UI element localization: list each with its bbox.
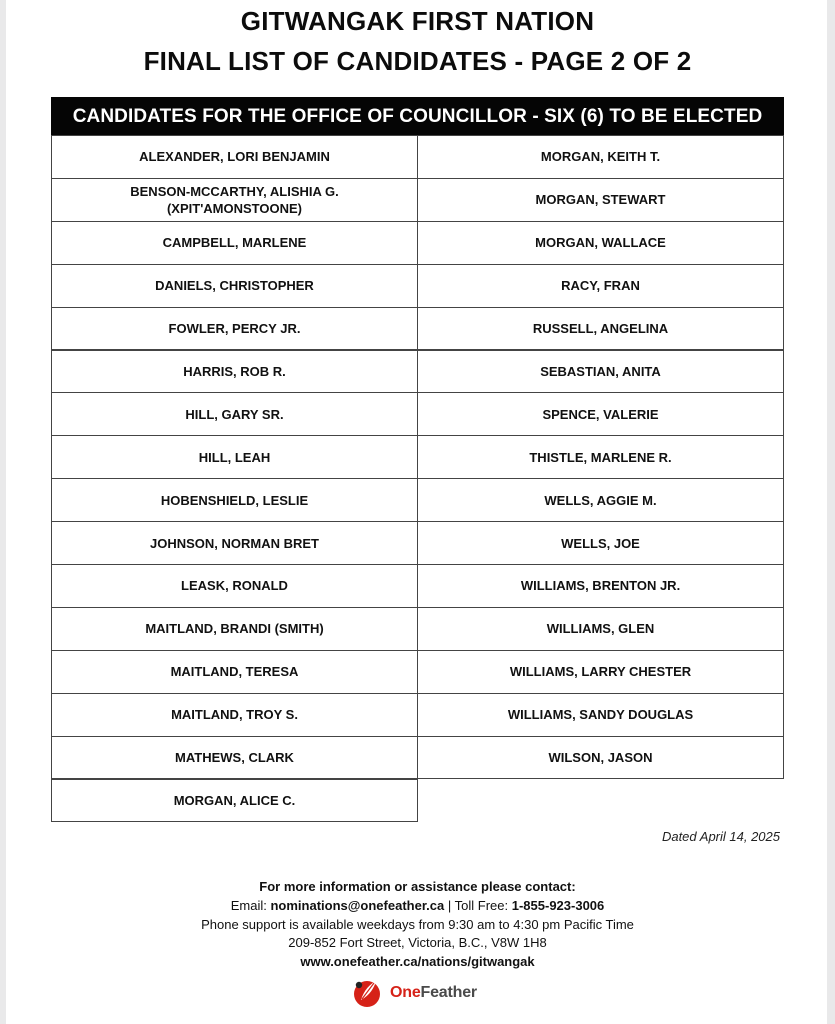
candidate-cell-left: HILL, LEAH [51,435,418,479]
candidate-cell-left: HOBENSHIELD, LESLIE [51,478,418,522]
candidate-cell-left: BENSON-MCCARTHY, ALISHIA G. (XPIT'AMONSTOONE) [51,178,418,222]
candidate-cell-left: HARRIS, ROB R. [51,350,418,394]
candidate-cell-left: FOWLER, PERCY JR. [51,307,418,351]
address-text: 209-852 Fort Street, Victoria, B.C., V8W 1H8 [288,935,547,950]
contact-email-line [0,898,835,913]
candidate-cell-right: SPENCE, VALERIE [417,392,784,436]
phone-support-text: Phone support is available weekdays from 9:30 am to 4:30 pm Pacific Time [201,917,634,932]
candidate-cell-left: HILL, GARY SR. [51,392,418,436]
email-label: Email: [230,898,267,913]
candidate-cell-left: CAMPBELL, MARLENE [51,221,418,265]
logo-text-feather: Feather [420,984,477,1001]
onefeather-logo [352,975,477,1011]
candidate-cell-right: SEBASTIAN, ANITA [417,350,784,394]
candidate-cell-right: RUSSELL, ANGELINA [417,307,784,351]
logo-text-one: One [390,984,421,1001]
candidate-cell-right: WILLIAMS, GLEN [417,607,784,651]
candidate-cell-left: MAITLAND, BRANDI (SMITH) [51,607,418,651]
candidate-cell-left: ALEXANDER, LORI BENJAMIN [51,135,418,179]
candidate-cell-right: MORGAN, STEWART [417,178,784,222]
candidate-cell-left: MATHEWS, CLARK [51,736,418,780]
page-subtitle: FINAL LIST OF CANDIDATES - PAGE 2 OF 2 [143,46,692,76]
candidate-cell-right: WILLIAMS, SANDY DOUGLAS [417,693,784,737]
candidate-cell-right: WILSON, JASON [417,736,784,780]
candidate-cell-left: LEASK, RONALD [51,564,418,608]
tollfree-number[interactable]: 1-855-923-3006 [511,898,605,913]
contact-heading: For more information or assistance please contact: [259,879,576,894]
candidate-cell-right: WELLS, AGGIE M. [417,478,784,522]
candidate-cell-left: DANIELS, CHRISTOPHER [51,264,418,308]
candidate-cell-left: JOHNSON, NORMAN BRET [51,521,418,565]
candidates-grid [51,135,784,821]
candidate-cell-right: RACY, FRAN [417,264,784,308]
dated-text: Dated April 14, 2025 [661,829,780,844]
tollfree-label: Toll Free: [454,898,509,913]
candidate-cell-right: WILLIAMS, BRENTON JR. [417,564,784,608]
page-title: GITWANGAK FIRST NATION [240,6,595,36]
candidate-cell-left: MORGAN, ALICE C. [51,779,418,823]
candidates-table [51,97,784,821]
table-header: CANDIDATES FOR THE OFFICE OF COUNCILLOR - SIX (6) TO BE ELECTED [51,97,784,135]
candidate-cell-right: MORGAN, KEITH T. [417,135,784,179]
separator: | [447,898,452,913]
logo-text [390,984,477,1002]
candidate-cell-right: MORGAN, WALLACE [417,221,784,265]
email-link[interactable]: nominations@onefeather.ca [270,898,445,913]
candidate-cell-right: WILLIAMS, LARRY CHESTER [417,650,784,694]
website-link[interactable]: www.onefeather.ca/nations/gitwangak [300,954,535,969]
candidate-cell-left: MAITLAND, TROY S. [51,693,418,737]
candidate-cell-right: WELLS, JOE [417,521,784,565]
feather-logo-icon [352,976,384,1010]
candidate-cell-left: MAITLAND, TERESA [51,650,418,694]
candidate-cell-right: THISTLE, MARLENE R. [417,435,784,479]
